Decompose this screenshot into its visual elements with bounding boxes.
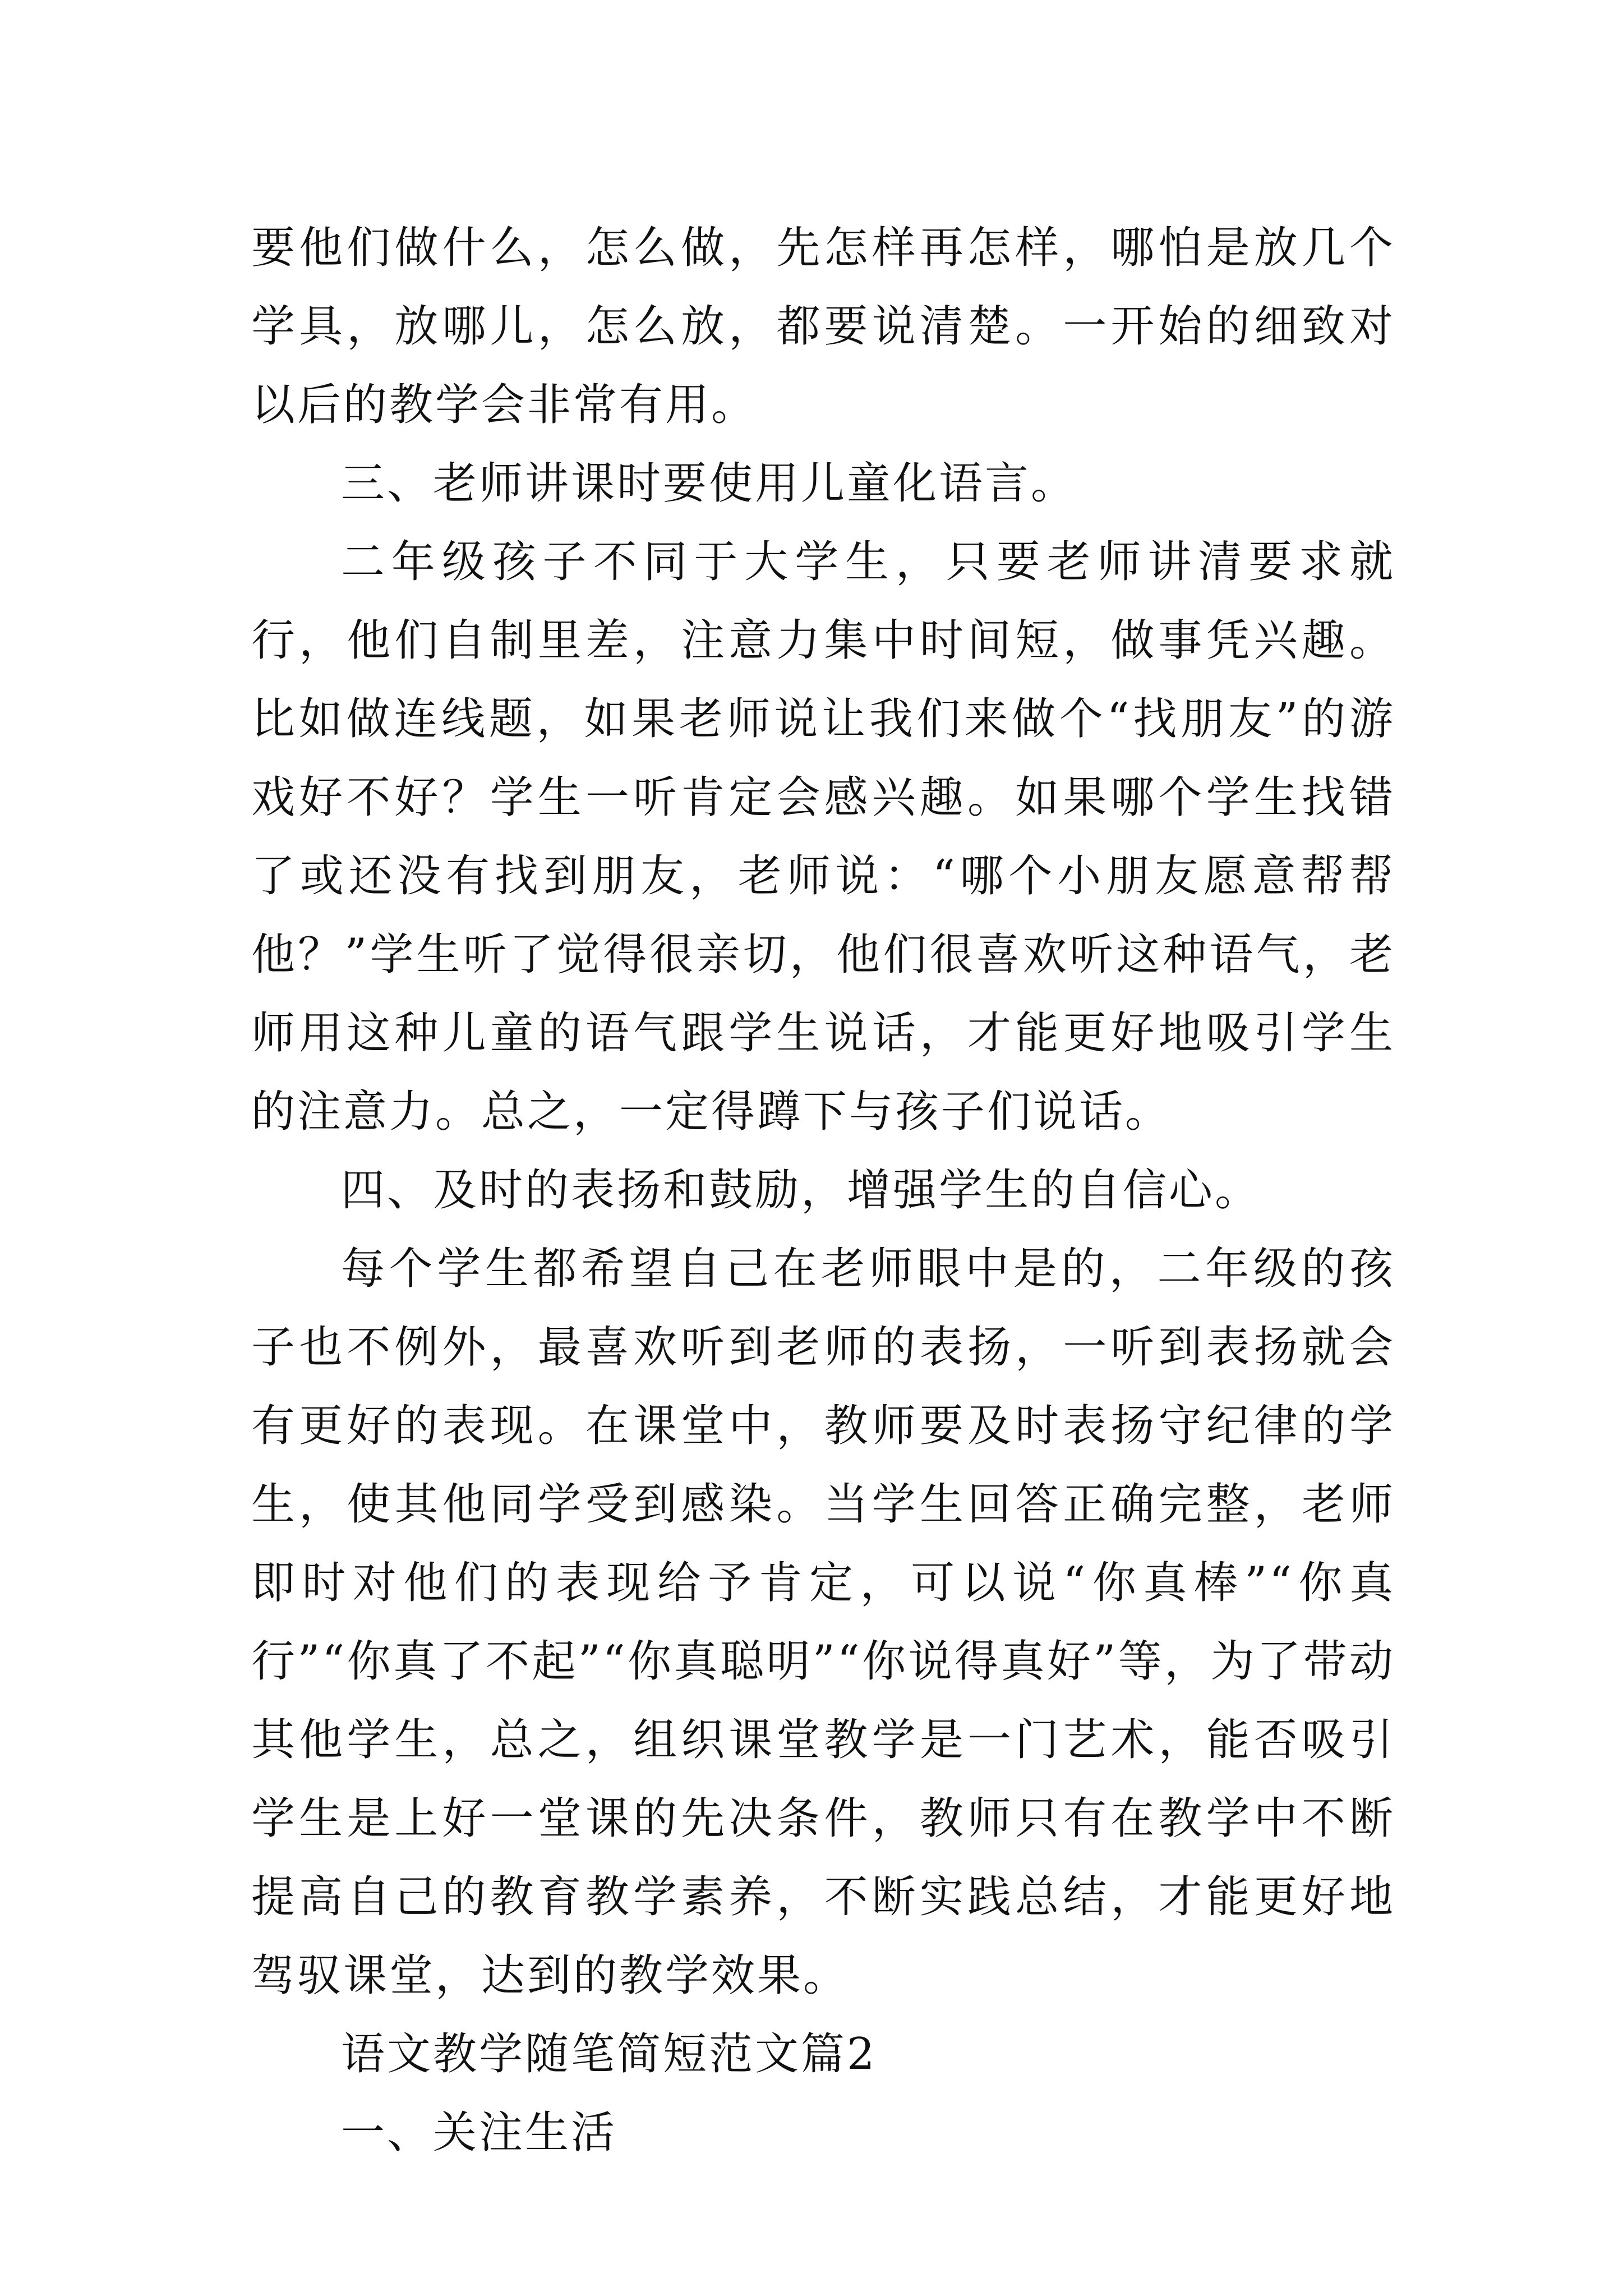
paragraph-child-language: 二年级孩子不同于大学生，只要老师讲清要求就行，他们自制里差，注意力集中时间短，做事凭兴趣。比如做连线题，如果老师说让我们来做个“找朋友”的游戏好不好？学生一听肯定会感兴趣。如果哪个学生找错了或还没有找到朋友，老师说：“哪个小朋友愿意帮帮他？”学生听了觉得很亲切，他们很喜欢听这种语气，老师用这种儿童的语气跟学生说话，才能更好地吸引学生的注意力。总之，一定得蹲下与孩子们说话。 — [251, 537, 1395, 1137]
paragraph-praise: 每个学生都希望自己在老师眼中是的，二年级的孩子也不例外，最喜欢听到老师的表扬，一听到表扬就会有更好的表现。在课堂中，教师要及时表扬守纪律的学生，使其他同学受到感染。当学生回答正确完整，老师即时对他们的表现给予肯定，可以说“你真棒”“你真行”“你真了不起”“你真聪明”“你说得真好”等，为了带动其他学生，总之，组织课堂教学是一门艺术，能否吸引学生是上好一堂课的先决条件，教师只有在教学中不断提高自己的教育教学素养，不断实践总结，才能更好地驾驭课堂，达到的教学效果。 — [251, 1244, 1395, 2001]
section-heading-3: 三、老师讲课时要使用儿童化语言。 — [341, 458, 1077, 509]
section-heading-1: 一、关注生活 — [341, 2108, 617, 2158]
document-body — [251, 209, 1395, 2172]
section-heading-4: 四、及时的表扬和鼓励，增强学生的自信心。 — [341, 1165, 1261, 1216]
paragraph-continuation: 要他们做什么，怎么做，先怎样再怎样，哪怕是放几个学具，放哪儿，怎么放，都要说清楚。一开始的细致对以后的教学会非常有用。 — [251, 223, 1395, 430]
article-title-2: 语文教学随笔简短范文篇2 — [341, 2029, 877, 2079]
